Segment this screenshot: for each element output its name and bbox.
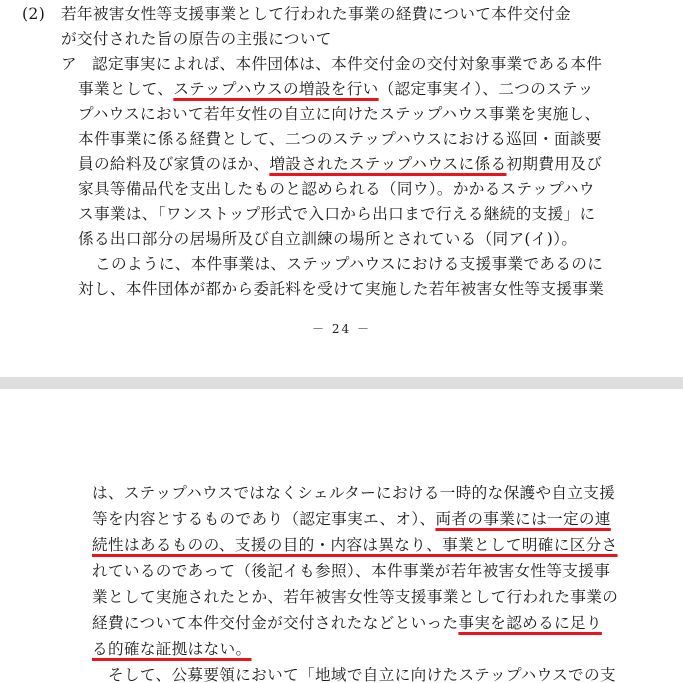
paragraph-line [92, 640, 251, 658]
underlined-text: 両者の事業には一定の連 [435, 510, 611, 528]
heading-line-2: が交付された旨の原告の主張について [61, 30, 332, 48]
page-number: － 24 － [312, 322, 371, 336]
document-page-25 [0, 389, 683, 683]
paragraph-line: 業として実施されたとか、若年被害女性等支援事業として行われた事業の [92, 588, 619, 606]
paragraph-line: そして、公募要領において「地域で自立に向けたステップハウスでの支 [108, 666, 616, 683]
heading-number: (2) [22, 5, 46, 23]
underlined-text: 事実を認めるに足り [458, 614, 602, 632]
paragraph-line [92, 510, 611, 528]
paragraph-line: ス事業は、「ワンストップ形式で入口から出口まで行える継続的支援」に [78, 205, 596, 223]
text-run: 等を内容とするものであり（認定事実エ、オ）、 [92, 510, 436, 528]
heading-line-1: 若年被害女性等支援事業として行われた事業の経費について本件交付金 [61, 5, 571, 23]
paragraph-line [78, 155, 602, 173]
text-run: （認定事実イ）、二つのステッ [378, 80, 594, 98]
paragraph-line [78, 80, 594, 98]
underlined-text: る的確な証拠はない。 [92, 640, 252, 658]
text-run: 事業として、 [78, 80, 174, 98]
paragraph-line [92, 614, 602, 632]
paragraph-line: プハウスにおいて若年女性の自立に向けたステップハウス事業を実施し、 [78, 105, 601, 123]
paragraph-line: れているのであって（後記イも参照）、本件事業が若年被害女性等支援事 [92, 562, 611, 580]
paragraph-line: 係る出口部分の居場所及び自立訓練の場所とされている（同ア(イ)）。 [78, 230, 578, 248]
item-marker-a: ア [61, 55, 77, 73]
text-run: 初期費用及び [506, 155, 603, 173]
page-divider [0, 377, 683, 389]
paragraph-line: 本件事業に係る経費として、二つのステップハウスにおける巡回・面談要 [78, 130, 602, 148]
paragraph-line: 対し、本件団体が都から委託料を受けて実施した若年被害女性等支援事業 [78, 280, 605, 298]
underlined-text: 続性はあるものの、支援の目的・内容は異なり、事業として明確に区分さ [92, 536, 618, 554]
paragraph-line [92, 536, 618, 554]
paragraph-line: このように、本件事業は、ステップハウスにおける支援事業であるのに [95, 255, 604, 273]
underlined-text: 増設されたステップハウスに係る [269, 155, 507, 173]
underlined-text: ステップハウスの増設を行い [173, 80, 379, 98]
text-run: 員の給料及び家賃のほか、 [78, 155, 270, 173]
paragraph-line: 家具等備品代を支出したものと認められる（同ウ）。かかるステップハウ [78, 180, 595, 198]
text-run: 経費について本件交付金が交付されたなどといった [92, 614, 459, 632]
paragraph-line: は、ステップハウスではなくシェルターにおける一時的な保護や自立支援 [92, 484, 616, 502]
paragraph-line: 認定事実によれば、本件団体は、本件交付金の交付対象事業である本件 [92, 55, 603, 73]
